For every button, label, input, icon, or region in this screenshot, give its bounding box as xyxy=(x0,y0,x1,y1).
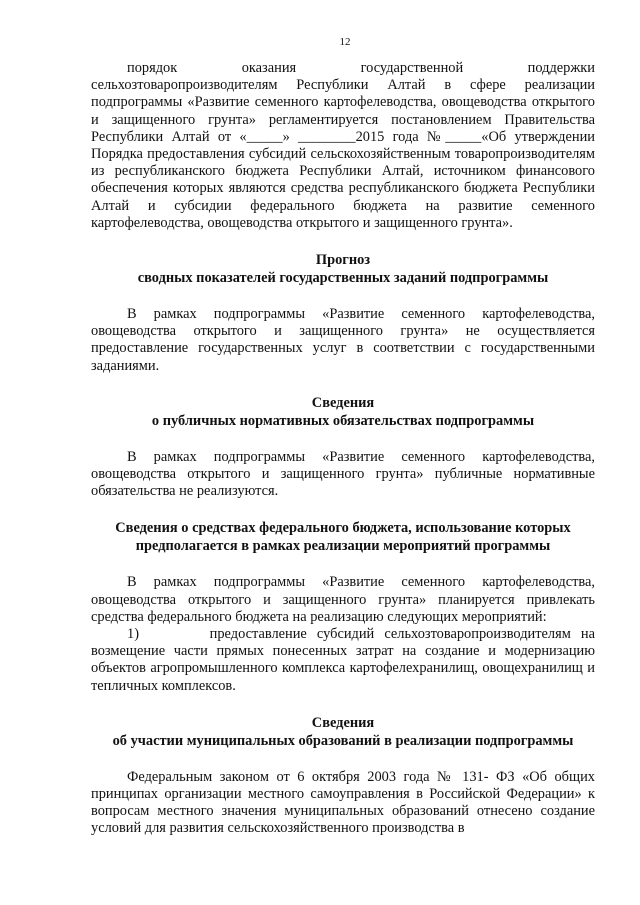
federal-budget-paragraph: В рамках подпрограммы «Развитие семенного картофелеводства, овощеводства открытого и защищенного грунта» планируется привлекать средства федерального бюджета на реализацию следующих мероприятий: xyxy=(91,574,595,625)
obligations-paragraph: В рамках подпрограммы «Развитие семенного картофелеводства, овощеводства открытого и защищенного грунта» публичные нормативные обязательства не реализуются. xyxy=(91,448,595,500)
municipal-heading-line2: об участии муниципальных образований в реализации подпрограммы xyxy=(112,732,574,749)
forecast-heading-line2: сводных показателей государственных заданий подпрограммы xyxy=(137,270,549,287)
federal-budget-section xyxy=(91,519,595,694)
municipal-heading xyxy=(91,714,595,750)
forecast-paragraph: В рамках подпрограммы «Развитие семенного картофелеводства, овощеводства открытого и защищенного грунта» не осуществляется предоставление государственных услуг в соответствии с государственными заданиями. xyxy=(91,306,595,374)
obligations-heading-line2: о публичных нормативных обязательствах подпрограммы xyxy=(151,412,535,429)
obligations-heading-line1: Сведения xyxy=(311,394,375,411)
forecast-section xyxy=(91,251,595,375)
municipal-paragraph: Федеральным законом от 6 октября 2003 года № 131- ФЗ «Об общих принципах организации местного самоуправления в Российской Федерации» к вопросам местного значения муниципальных образований отнесено создание условий для развития сельскохозяйственного производства в xyxy=(91,768,595,837)
municipal-heading-line1: Сведения xyxy=(311,714,375,731)
federal-budget-list-item: 1) предоставление субсидий сельхозтоваропроизводителям на возмещение части прямых понесенных затрат на создание и модернизацию объектов агропромышленного комплекса картофелехранилищ, овощехранилищ и тепличных комплексов. xyxy=(91,626,595,694)
obligations-heading xyxy=(91,394,595,430)
page-number: 12 xyxy=(339,36,351,48)
federal-budget-heading-line2: предполагается в рамках реализации мероприятий программы xyxy=(135,538,551,555)
federal-budget-heading-line1: Сведения о средствах федерального бюджета, использование которых xyxy=(115,520,571,537)
intro-paragraph: порядок оказания государственной поддержки сельхозтоваропроизводителям Республики Алтай в сфере реализации подпрограммы «Развитие семенного картофелеводства, овощеводства открытого и защищенного грунта» регламентируется постановлением Правительства Республики Алтай от «_____» ________2015 года №_____«Об утверждении Порядка предоставления субсидий сельскохозяйственным товаропроизводителям из республиканского бюджета Республики Алтай, источником финансового обеспечения которых являются средства республиканского бюджета Республики Алтай и субсидии федерального бюджета на развитие семенного картофелеводства, овощеводства открытого и защищенного грунта». xyxy=(91,60,595,231)
federal-budget-heading xyxy=(91,519,595,555)
municipal-section xyxy=(91,714,595,838)
obligations-section xyxy=(91,394,595,501)
forecast-heading-line1: Прогноз xyxy=(315,252,371,269)
forecast-heading xyxy=(91,251,595,287)
